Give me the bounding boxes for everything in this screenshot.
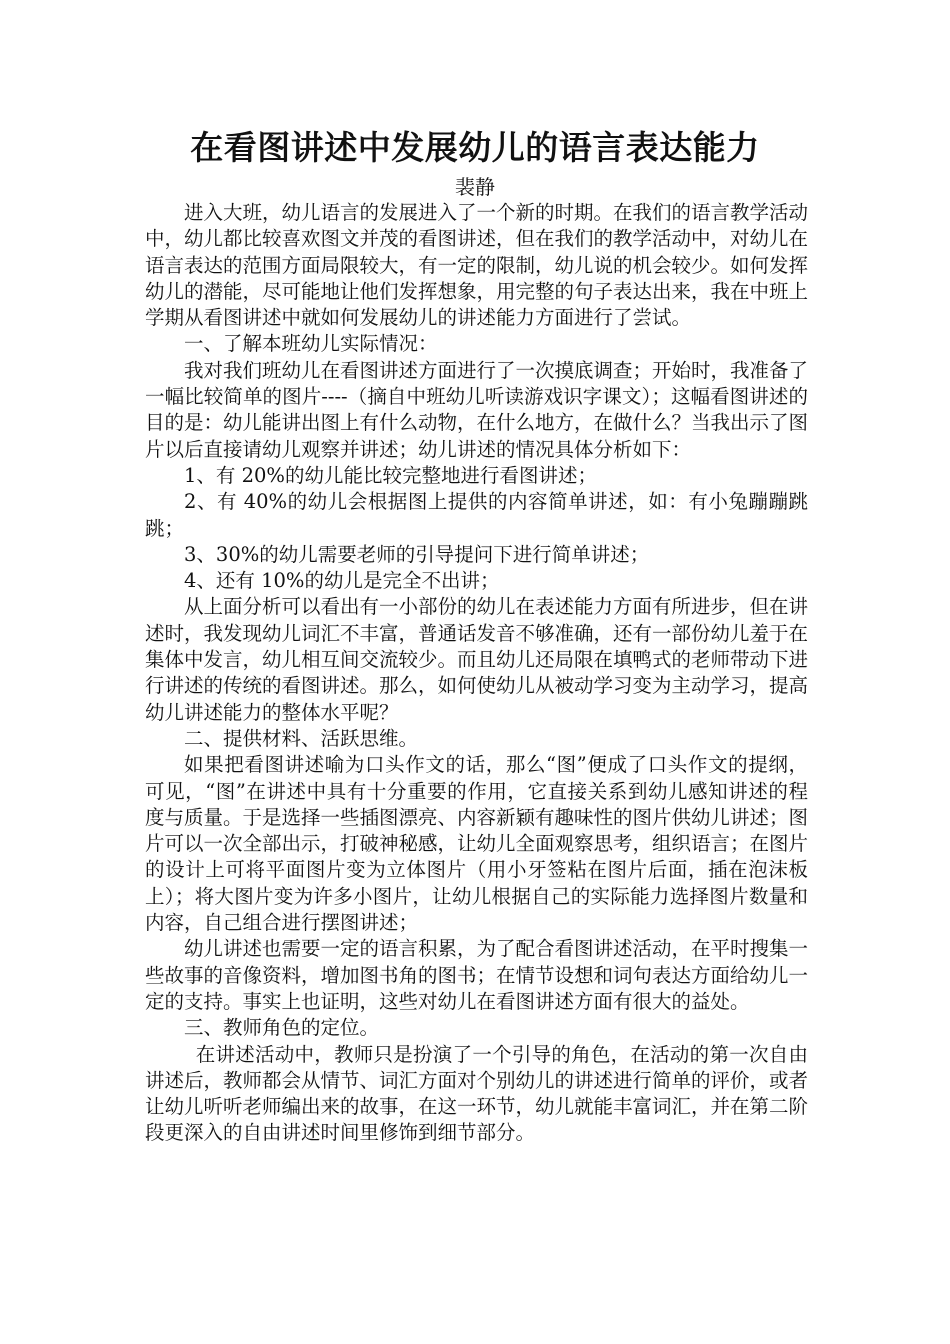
list-item-2: 2、有 40%的幼儿会根据图上提供的内容简单讲述，如：有小兔蹦蹦跳跳；: [145, 490, 808, 540]
paragraph-survey: 我对我们班幼儿在看图讲述方面进行了一次摸底调查；开始时，我准备了一幅比较简单的图片----（摘自中班幼儿听读游戏识字课文）；这幅看图讲述的目的是：幼儿能讲出图上有什么动物，在什么地方，在做什么？当我出示了图片以后直接请幼儿观察并讲述；幼儿讲述的情况具体分析如下：: [145, 358, 809, 461]
section-heading-1: 一、了解本班幼儿实际情况：: [184, 332, 438, 356]
section-heading-3: 三、教师角色的定位。: [184, 1016, 380, 1040]
paragraph-intro: 进入大班，幼儿语言的发展进入了一个新的时期。在我们的语言教学活动中，幼儿都比较喜欢图文并茂的看图讲述，但在我们的教学活动中，对幼儿在语言表达的范围方面局限较大，有一定的限制，幼儿说的机会较少。如何发挥幼儿的潜能，尽可能地让他们发挥想象，用完整的句子表达出来，我在中班上学期从看图讲述中就如何发展幼儿的讲述能力方面进行了尝试。: [145, 201, 809, 330]
section-heading-2: 二、提供材料、活跃思维。: [184, 726, 419, 750]
document-author: 裴静: [455, 175, 495, 199]
paragraph-teacher-role: 在讲述活动中，教师只是扮演了一个引导的角色，在活动的第一次自由讲述后，教师都会从情节、词汇方面对个别幼儿的讲述进行简单的评价，或者让幼儿听听老师编出来的故事，在这一环节，幼儿就能丰富词汇，并在第二阶段更深入的自由讲述时间里修饰到细节部分。: [145, 1042, 809, 1145]
list-item-4: 4、还有 10%的幼儿是完全不出讲；: [184, 569, 500, 593]
document-title: 在看图讲述中发展幼儿的语言表达能力: [190, 128, 760, 167]
paragraph-materials: 如果把看图讲述喻为口头作文的话，那么“图”便成了口头作文的提纲，可见，“图”在讲述中具有十分重要的作用，它直接关系到幼儿感知讲述的程度与质量。于是选择一些插图漂亮、内容新颖有趣味性的图片供幼儿讲述；图片可以一次全部出示，打破神秘感，让幼儿全面观察思考，组织语言；在图片的设计上可将平面图片变为立体图片（用小牙签粘在图片后面，插在泡沫板上）；将大图片变为许多小图片，让幼儿根据自己的实际能力选择图片数量和内容，自己组合进行摆图讲述；: [145, 753, 809, 935]
document-body: [145, 200, 808, 1147]
paragraph-analysis: 从上面分析可以看出有一小部份的幼儿在表述能力方面有所进步，但在讲述时，我发现幼儿词汇不丰富，普通话发音不够准确，还有一部份幼儿羞于在集体中发言，幼儿相互间交流较少。而且幼儿还局限在填鸭式的老师带动下进行讲述的传统的看图讲述。那么，如何使幼儿从被动学习变为主动学习，提高幼儿讲述能力的整体水平呢？: [145, 595, 809, 724]
list-item-3: 3、30%的幼儿需要老师的引导提问下进行简单讲述；: [184, 542, 650, 566]
list-item-1: 1、有 20%的幼儿能比较完整地进行看图讲述；: [184, 463, 597, 487]
paragraph-accumulation: 幼儿讲述也需要一定的语言积累，为了配合看图讲述活动，在平时搜集一些故事的音像资料，增加图书角的图书；在情节设想和词句表达方面给幼儿一定的支持。事实上也证明，这些对幼儿在看图讲述方面有很大的益处。: [145, 937, 809, 1013]
